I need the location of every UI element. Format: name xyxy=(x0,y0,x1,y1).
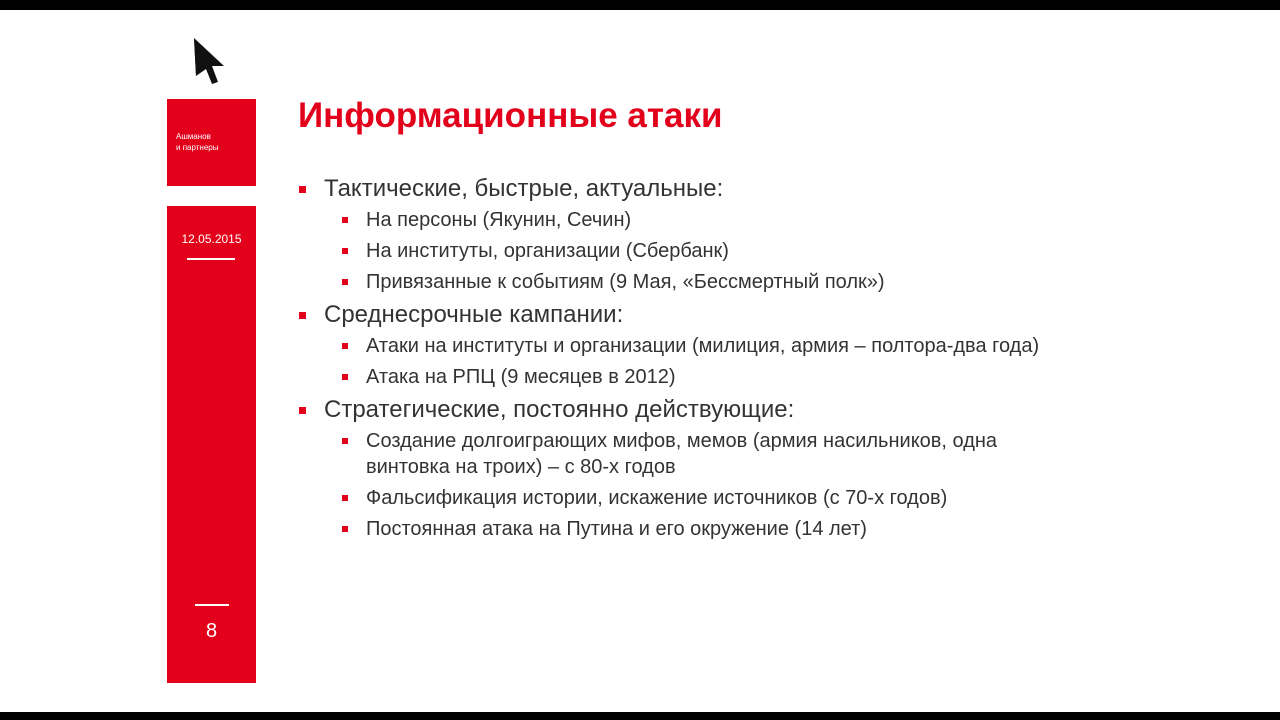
list-item-text: Привязанные к событиям (9 Мая, «Бессмертный полк») xyxy=(366,271,885,293)
divider xyxy=(195,604,229,606)
slide-title: Информационные атаки xyxy=(298,96,723,135)
slide-sidebar xyxy=(167,206,256,683)
list-item xyxy=(366,207,1086,233)
list-item xyxy=(366,516,1086,542)
bullet-icon xyxy=(342,374,348,380)
brand-logo-box xyxy=(167,99,256,186)
page-number: 8 xyxy=(205,620,218,642)
list-item-text: Создание долгоиграющих мифов, мемов (армия насильников, одна винтовка на троих) – с 80-х годов xyxy=(366,430,998,478)
bullet-icon xyxy=(342,343,348,349)
list-item-text: На институты, организации (Сбербанк) xyxy=(366,240,729,262)
list-item-text: Атака на РПЦ (9 месяцев в 2012) xyxy=(366,366,676,388)
list-item xyxy=(366,238,1086,264)
bullet-icon xyxy=(342,279,348,285)
bullet-icon xyxy=(342,495,348,501)
list-item xyxy=(366,333,1086,359)
section-tactical xyxy=(298,174,1098,295)
presentation-slide xyxy=(0,10,1280,712)
brand-name: Ашманов и партнеры xyxy=(176,132,219,152)
section-strategic xyxy=(298,395,1098,542)
list-item xyxy=(366,485,1086,511)
bullet-icon xyxy=(342,217,348,223)
section-heading: Стратегические, постоянно действующие: xyxy=(298,395,1098,425)
list-item xyxy=(366,364,1086,390)
section-heading: Тактические, быстрые, актуальные: xyxy=(298,174,1098,204)
section-heading: Среднесрочные кампании: xyxy=(298,300,1098,330)
cursor-arrow-icon xyxy=(188,32,232,88)
divider xyxy=(187,258,235,260)
list-item-text: Атаки на институты и организации (милиция, армия – полтора-два года) xyxy=(366,335,1040,357)
slide-date: 12.05.2015 xyxy=(181,232,242,246)
list-item xyxy=(366,428,1086,480)
bullet-icon xyxy=(342,526,348,532)
list-item-text: Фальсификация истории, искажение источников (с 70-х годов) xyxy=(366,487,948,509)
bullet-icon xyxy=(342,438,348,444)
list-item-text: Постоянная атака на Путина и его окружение (14 лет) xyxy=(366,518,867,540)
bullet-list xyxy=(298,172,1098,547)
list-item xyxy=(366,269,1086,295)
list-item-text: На персоны (Якунин, Сечин) xyxy=(366,209,632,231)
bullet-icon xyxy=(342,248,348,254)
section-mid-term xyxy=(298,300,1098,390)
